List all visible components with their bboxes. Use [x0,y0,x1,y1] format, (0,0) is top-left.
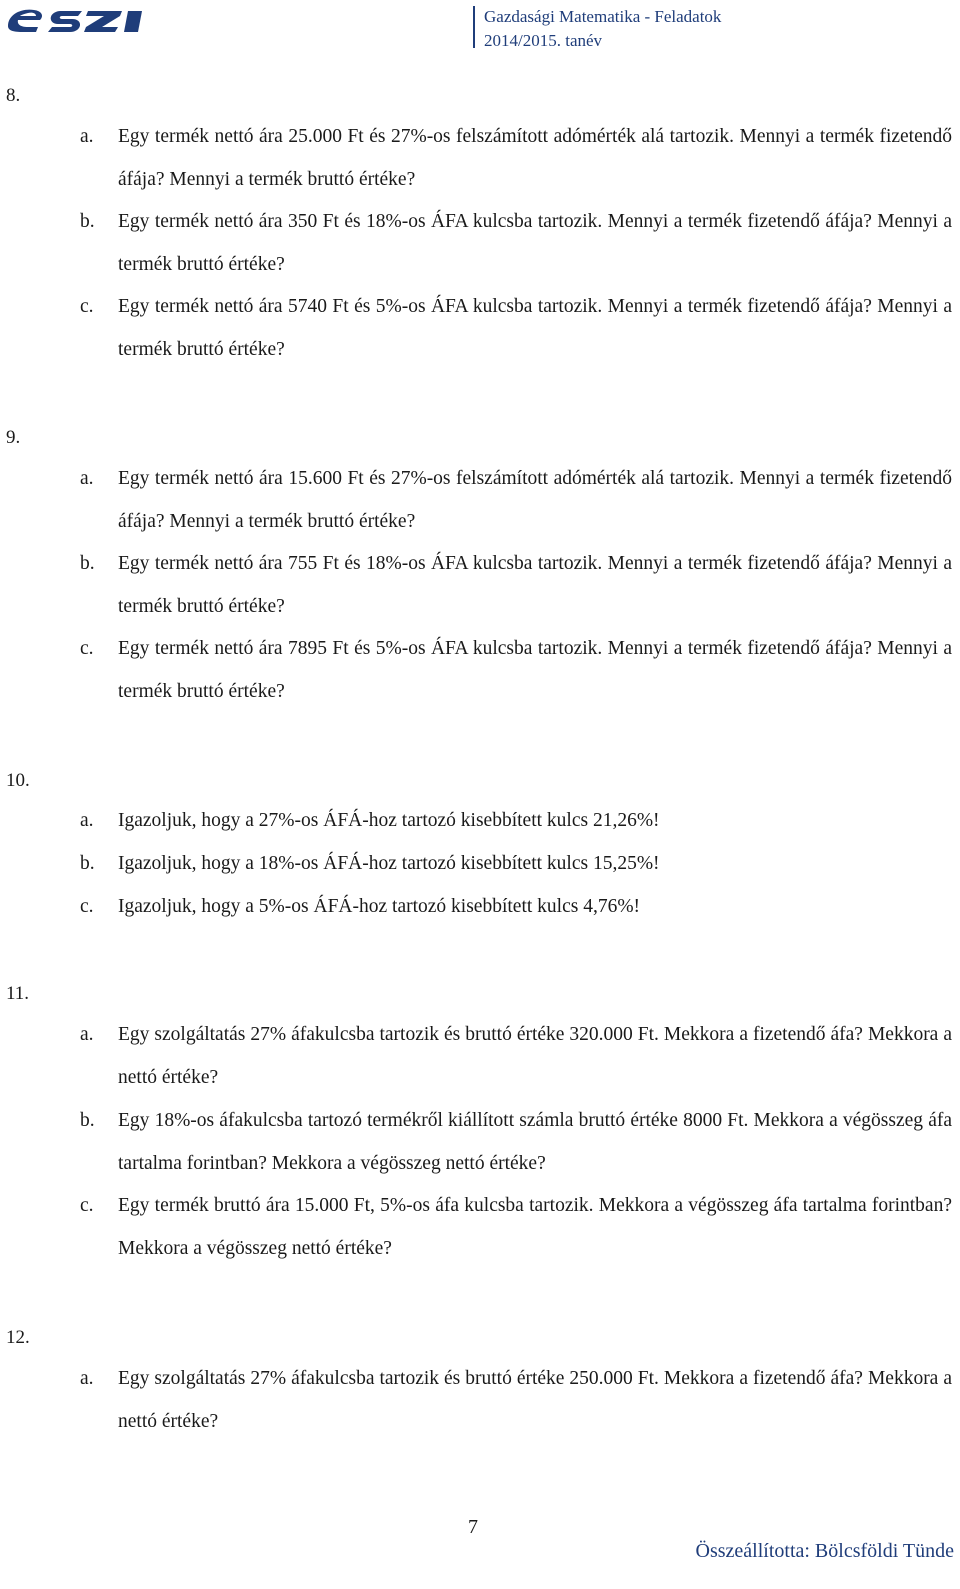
item-letter: a. [80,1368,94,1389]
academic-year: 2014/2015. tanév [484,31,603,50]
esz-logo [4,4,144,36]
exercise-9-item-b [80,543,952,628]
item-text: Egy termék nettó ára 5740 Ft és 5%-os ÁFA kulcsba tartozik. Mennyi a termék fizetendő áfája? Mennyi a termék bruttó értéke? [118,296,952,360]
item-text: Egy termék nettó ára 755 Ft és 18%-os ÁFA kulcsba tartozik. Mennyi a termék fizetendő áfája? Mennyi a termék bruttó értéke? [118,553,952,617]
item-text: Igazoljuk, hogy a 5%-os ÁFÁ-hoz tartozó kisebbített kulcs 4,76%! [118,896,641,917]
item-text: Igazoljuk, hogy a 18%-os ÁFÁ-hoz tartozó kisebbített kulcs 15,25%! [118,853,660,874]
exercise-11-item-b [80,1100,952,1185]
item-text: Egy szolgáltatás 27% áfakulcsba tartozik és bruttó értéke 320.000 Ft. Mekkora a fizetendő áfa? Mekkora a nettó értéke? [118,1024,952,1088]
header-divider [473,6,475,48]
item-letter: b. [80,1110,95,1131]
item-text: Egy termék nettó ára 15.600 Ft és 27%-os felszámított adómérték alá tartozik. Mennyi a termék fizetendő áfája? Mennyi a termék bruttó értéke? [118,468,952,532]
exercise-12-item-a [80,1358,952,1443]
document-title: Gazdasági Matematika - Feladatok [484,7,722,26]
item-text: Egy termék nettó ára 7895 Ft és 5%-os ÁFA kulcsba tartozik. Mennyi a termék fizetendő áfája? Mennyi a termék bruttó értéke? [118,638,952,702]
item-letter: a. [80,126,94,147]
item-letter: b. [80,553,95,574]
exercise-number: 10. [6,770,30,791]
page-number: 7 [468,1516,478,1538]
item-letter: b. [80,853,95,874]
header-text [484,5,721,53]
item-letter: a. [80,810,94,831]
item-text: Egy termék nettó ára 25.000 Ft és 27%-os felszámított adómérték alá tartozik. Mennyi a termék fizetendő áfája? Mennyi a termék bruttó értéke? [118,126,952,190]
item-text: Egy 18%-os áfakulcsba tartozó termékről kiállított számla bruttó értéke 8000 Ft. Mekkora a végösszeg áfa tartalma forintban? Mekkora a végösszeg nettó értéke? [118,1110,952,1174]
item-letter: c. [80,638,94,659]
item-letter: a. [80,468,94,489]
item-letter: c. [80,1195,94,1216]
exercise-number: 8. [6,85,21,106]
item-letter: b. [80,211,95,232]
item-letter: c. [80,896,94,917]
exercise-8-item-b [80,201,952,286]
item-text: Egy termék nettó ára 350 Ft és 18%-os ÁFA kulcsba tartozik. Mennyi a termék fizetendő áfája? Mennyi a termék bruttó értéke? [118,211,952,275]
exercise-10-item-a [80,800,952,843]
item-text: Egy termék bruttó ára 15.000 Ft, 5%-os áfa kulcsba tartozik. Mekkora a végösszeg áfa tartalma forintban? Mekkora a végösszeg nettó értéke? [118,1195,952,1259]
exercise-9-item-a [80,458,952,543]
item-letter: c. [80,296,94,317]
exercise-10-item-b [80,843,952,886]
item-text: Igazoljuk, hogy a 27%-os ÁFÁ-hoz tartozó kisebbített kulcs 21,26%! [118,810,660,831]
exercise-8-item-c [80,286,952,371]
exercise-9-item-c [80,628,952,713]
exercise-8-item-a [80,116,952,201]
exercise-number: 11. [6,983,30,1004]
exercise-number: 12. [6,1327,30,1348]
exercise-10-item-c [80,886,952,929]
compiler-credit: Összeállította: Bölcsföldi Tünde [695,1540,954,1562]
exercise-11-item-c [80,1185,952,1270]
item-text: Egy szolgáltatás 27% áfakulcsba tartozik és bruttó értéke 250.000 Ft. Mekkora a fizetendő áfa? Mekkora a nettó értéke? [118,1368,952,1432]
exercise-11-item-a [80,1014,952,1099]
item-letter: a. [80,1024,94,1045]
exercise-number: 9. [6,427,21,448]
